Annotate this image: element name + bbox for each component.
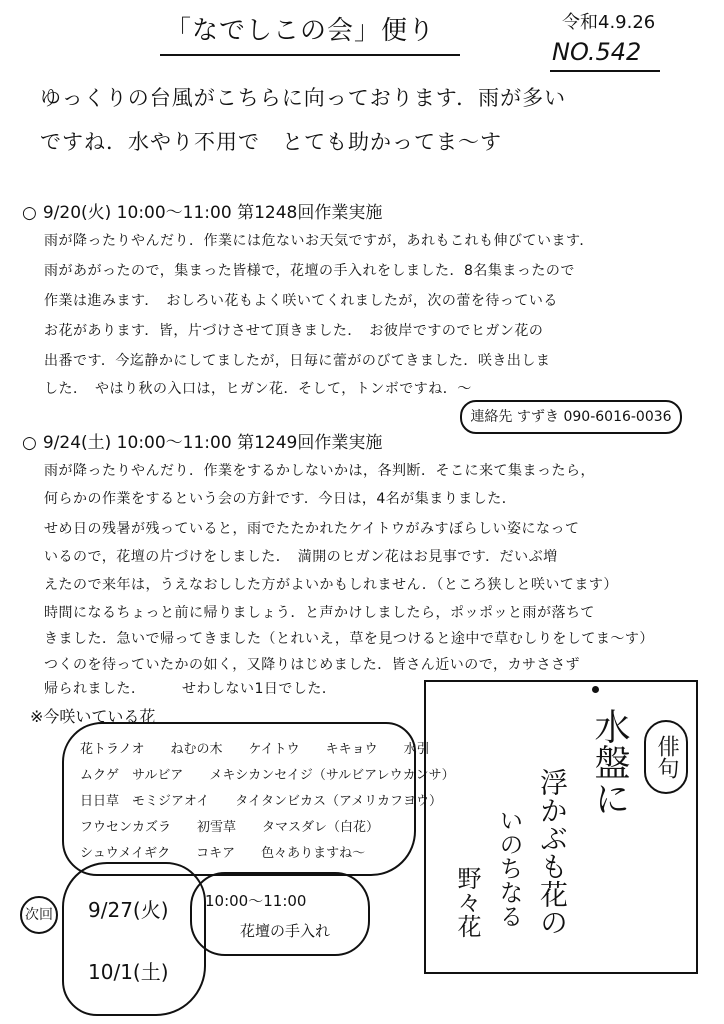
flower-list-row: 日日草 モミジアオイ タイタンビカス（アメリカフヨウ）: [80, 794, 443, 809]
next-date-cloud: [62, 862, 206, 1016]
issue-date: 令和4.9.26: [562, 12, 656, 33]
section-line: 時間になるちょっと前に帰りましょう．と声かけしましたら，ポッポッと雨が落ちて: [44, 605, 595, 621]
section-line: 雨が降ったりやんだり．作業には危ないお天気ですが，あれもこれも伸びています．: [44, 233, 594, 249]
section-heading-text: 9/20(火) 10:00～11:00 第1248回作業実施: [42, 203, 383, 223]
section-line: いるので，花壇の片づけをしました． 満開のヒガン花はお見事です．だいぶ増: [44, 549, 558, 565]
next-date-1: 9/27(火): [88, 898, 169, 922]
flower-list-row: フウセンカズラ 初雪草 タマスダレ（白花）: [80, 820, 380, 835]
flower-list-row: シュウメイギク コキア 色々ありますね～: [80, 846, 366, 861]
next-date-2: 10/1(土): [88, 960, 169, 984]
section-line: きました．急いで帰ってきました（とれいえ，草を見つけると途中で草むしりをしてま～す）: [44, 631, 654, 647]
intro-line: ですね．水やり不用で とても助かってま～す: [40, 130, 502, 154]
section-line: せめ日の残暑が残っていると，雨でたたかれたケイトウがみすぼらしい姿になって: [44, 521, 580, 537]
haiku-line: 水盤に: [589, 708, 630, 816]
section-line: 何らかの作業をするという会の方針です．今日は，4名が集まりました．: [44, 491, 517, 507]
blooming-heading: ※今咲いている花: [30, 707, 156, 726]
intro-line: ゆっくりの台風がこちらに向っております．雨が多い: [40, 86, 567, 110]
section-line: お花があります．皆，片づけさせて頂きました． お彼岸ですのでヒガン花の: [44, 323, 544, 339]
next-info-cloud: [190, 872, 370, 956]
haiku-line: いのちなる: [495, 808, 523, 928]
section-line: 帰られました． せわしない1日でした．: [44, 681, 337, 697]
flower-list-row: 花トラノオ ねむの木 ケイトウ キキョウ 水引: [80, 742, 430, 757]
section-line: 雨が降ったりやんだり．作業をするかしないかは，各判断．そこに来て集まったら，: [44, 463, 595, 479]
section-line: した． やはり秋の入口は，ヒガン花．そして，トンボですね．～: [44, 381, 472, 397]
section-heading-text: 9/24(土) 10:00～11:00 第1249回作業実施: [42, 433, 383, 453]
section-heading: [22, 428, 382, 453]
issue-underline: [550, 70, 660, 72]
haiku-dot: [592, 686, 599, 693]
bullet-icon: ○: [22, 203, 37, 223]
section-line: えたので来年は，うえなおしした方がよいかもしれません．（ところ狭しと咲いてます）: [44, 577, 618, 593]
section-line: 作業は進みます． おしろい花もよく咲いてくれましたが，次の蕾を待っている: [44, 293, 558, 309]
haiku-badge: 俳句: [644, 720, 688, 794]
section-line: 雨があがったので，集まった皆様で，花壇の手入れをしました．8名集まったので: [44, 263, 575, 279]
title-underline: [160, 54, 460, 56]
contact-info: 連絡先 すずき 090-6016-0036: [460, 400, 682, 434]
next-task: 花壇の手入れ: [240, 922, 331, 940]
issue-number: NO.542: [552, 38, 642, 66]
next-time: 10:00～11:00: [205, 892, 307, 910]
haiku-author: 野々花: [453, 866, 481, 938]
section-heading: [22, 198, 382, 223]
bullet-icon: ○: [22, 433, 37, 453]
next-label: 次回: [20, 896, 58, 934]
flower-list-row: ムクゲ サルビア メキシカンセイジ（サルビアレウカンサ）: [80, 768, 455, 783]
haiku-line: 浮かぶも花の: [536, 768, 569, 936]
section-line: つくのを待っていたかの如く，又降りはじめました．皆さん近いので，カサささず: [44, 657, 580, 673]
section-line: 出番です．今迄静かにしてましたが，日毎に蕾がのびてきました．咲き出しま: [44, 353, 551, 369]
newsletter-title: 「なでしこの会」便り: [165, 16, 436, 46]
